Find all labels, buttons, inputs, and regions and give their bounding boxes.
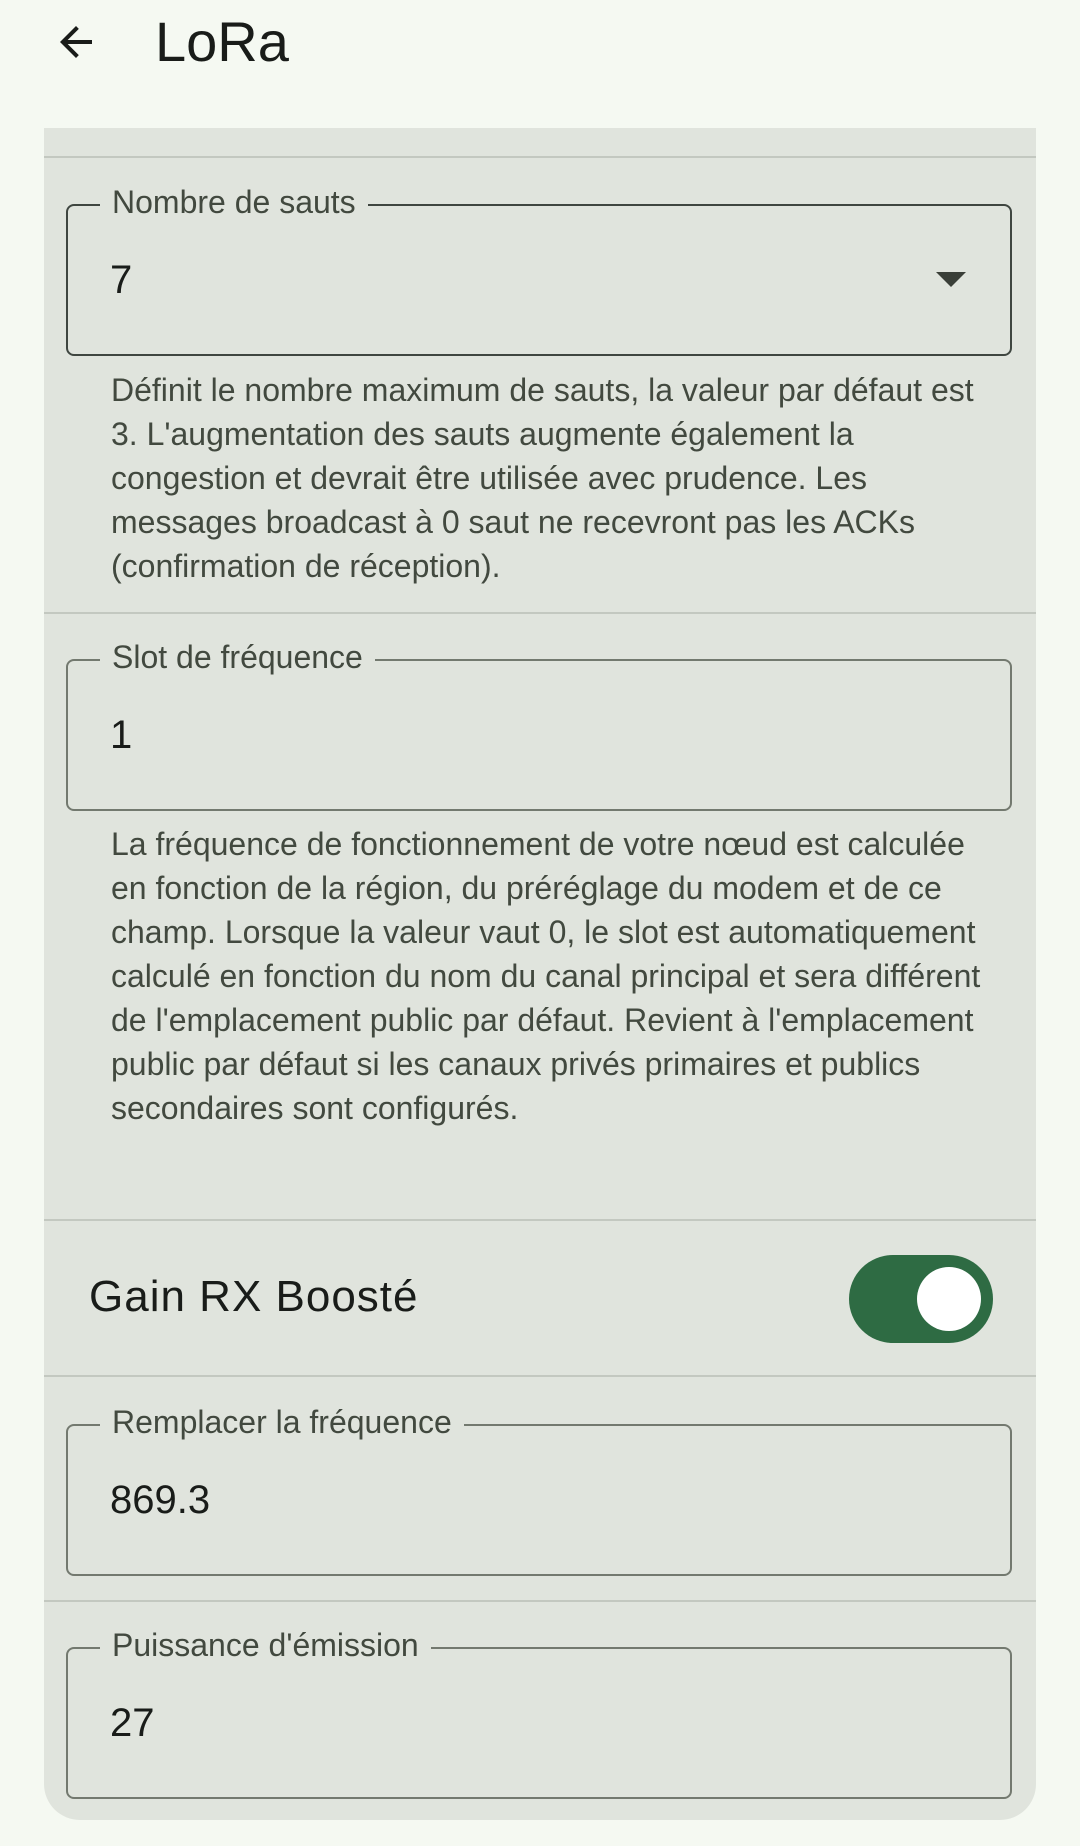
switch-thumb [917,1267,981,1331]
back-button[interactable] [44,10,108,74]
page-title: LoRa [155,10,289,73]
top-app-bar [0,0,1080,128]
divider [44,1375,1036,1377]
boosted-rx-gain-row[interactable] [44,1221,1036,1373]
boosted-rx-gain-label: Gain RX Boosté [89,1272,419,1321]
hop-limit-label: Nombre de sauts [100,182,368,222]
frequency-slot-label: Slot de fréquence [100,637,375,677]
divider [44,156,1036,158]
override-frequency-value[interactable]: 869.3 [110,1478,211,1522]
arrow-left-icon [52,18,100,66]
tx-power-outline [66,1647,1012,1799]
tx-power-label: Puissance d'émission [100,1625,431,1665]
frequency-slot-field[interactable] [66,639,1012,811]
override-frequency-label: Remplacer la fréquence [100,1402,464,1442]
override-frequency-field[interactable] [66,1404,1012,1576]
lora-settings-card [44,128,1036,1820]
hop-limit-dropdown[interactable] [66,184,1012,356]
dropdown-arrow-icon[interactable] [936,272,966,287]
tx-power-field[interactable] [66,1627,1012,1799]
frequency-slot-value[interactable]: 1 [110,713,133,757]
divider [44,1600,1036,1602]
hop-limit-value: 7 [110,258,133,302]
frequency-slot-outline [66,659,1012,811]
frequency-slot-helper: La fréquence de fonctionnement de votre nœud est calculée en fonction de la région, du préréglage du modem et de ce champ. Lorsque la valeur vaut 0, le slot est automatiquement calculé en fonction du nom du canal principal et sera différent de l'emplacement public par défaut. Revient à l'emplacement public par défaut si les canaux privés primaires et publics secondaires sont configurés. [111,826,981,1126]
boosted-rx-gain-switch[interactable] [849,1255,993,1343]
hop-limit-helper: Définit le nombre maximum de sauts, la valeur par défaut est 3. L'augmentation des sauts augmente également la congestion et devrait être utilisée avec prudence. Les messages broadcast à 0 saut ne recevront pas les ACKs (confirmation de réception). [111,372,974,584]
hop-limit-outline [66,204,1012,356]
divider [44,612,1036,614]
tx-power-value[interactable]: 27 [110,1701,155,1745]
